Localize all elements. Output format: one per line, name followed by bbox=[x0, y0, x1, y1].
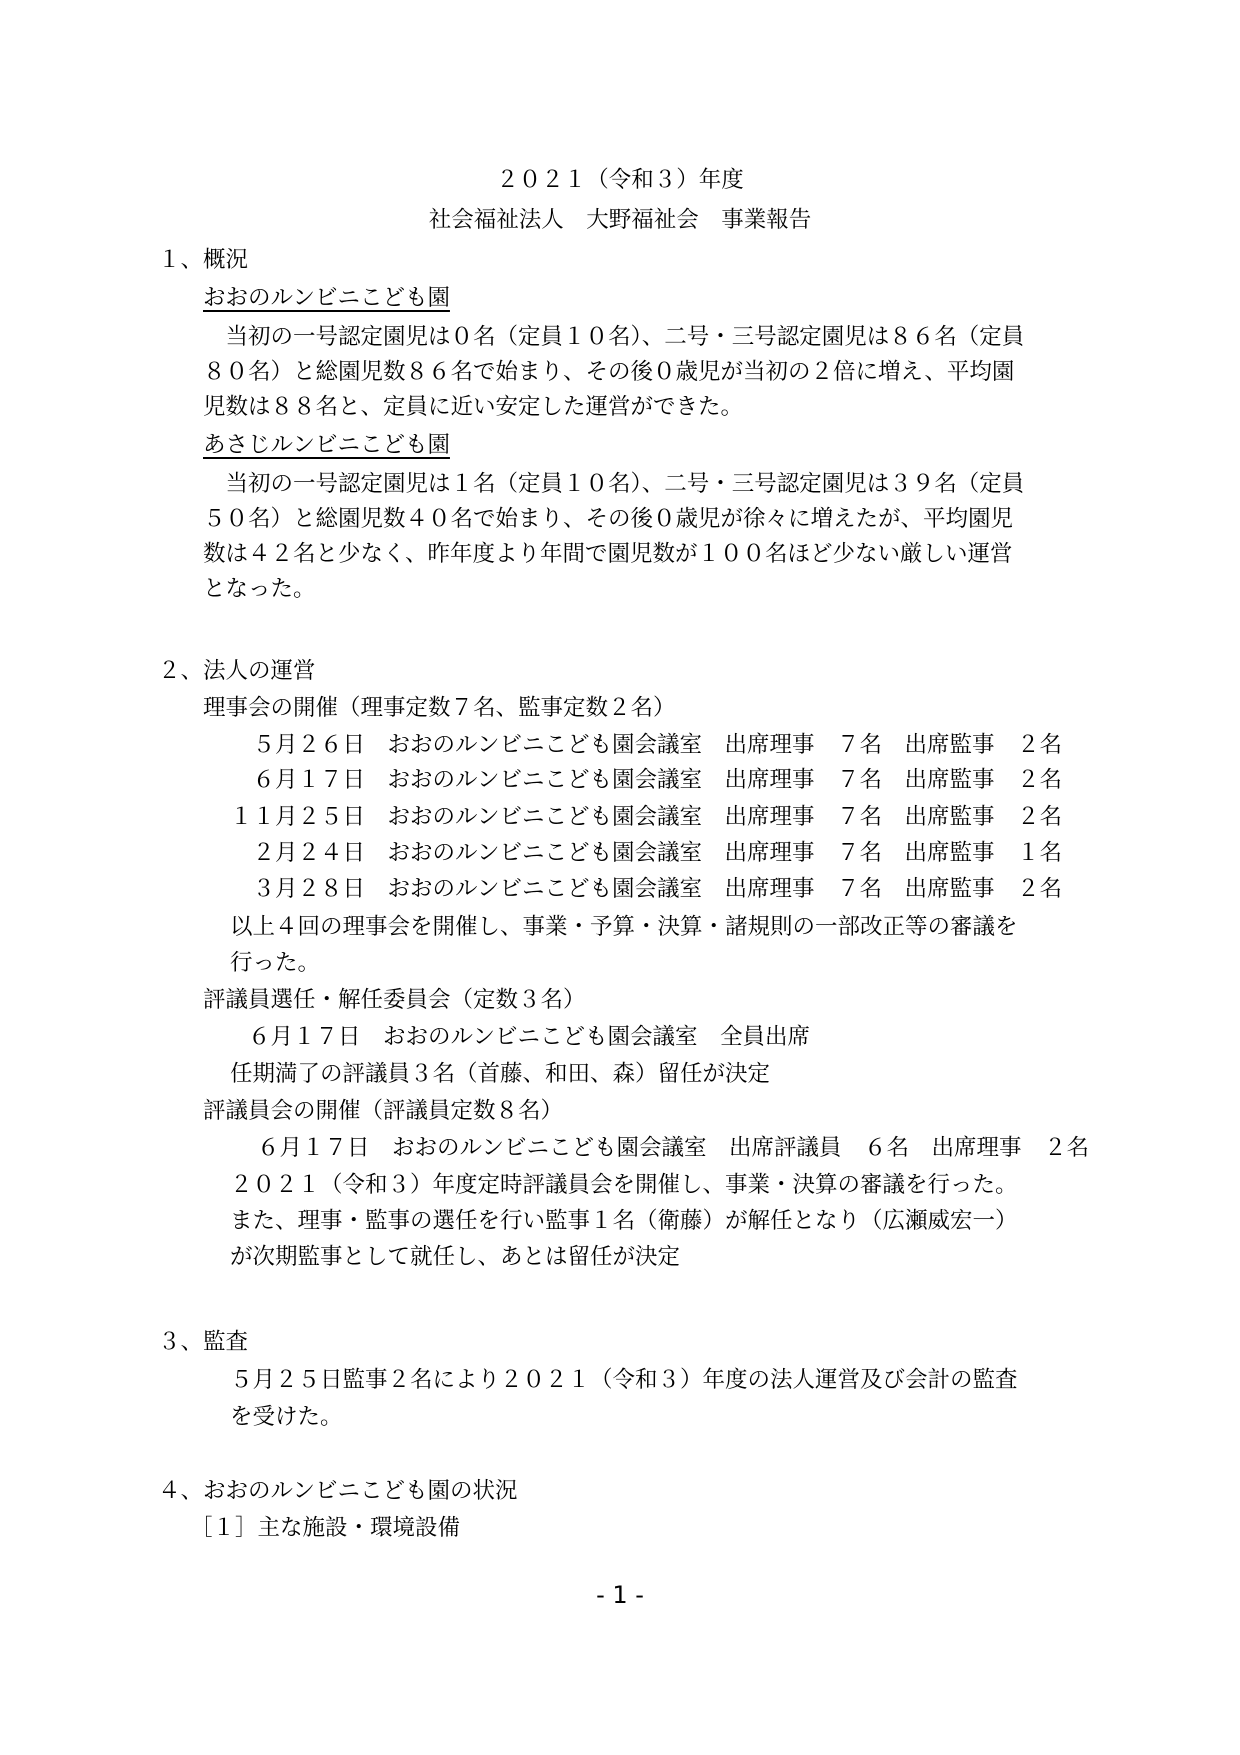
audit-text-line-1: ５月２５日監事２名により２０２１（令和３）年度の法人運営及び会計の監査 bbox=[230, 1367, 1018, 1393]
ono-paragraph-line-2: ８０名）と総園児数８６名で始まり、その後０歳児が当初の２倍に増え、平均園 bbox=[203, 359, 1015, 385]
board-meeting-row: ３月２８日 おおのルンビニこども園会議室 出席理事 ７名 出席監事 ２名 bbox=[230, 876, 1062, 902]
section-4-subheading: ［１］主な施設・環境設備 bbox=[190, 1515, 461, 1541]
council-text-line-3: が次期監事として就任し、あとは留任が決定 bbox=[230, 1244, 681, 1270]
ono-paragraph-line-1: 当初の一号認定園児は０名（定員１０名）、二号・三号認定園児は８６名（定員 bbox=[203, 324, 1025, 350]
ono-paragraph-line-3: 児数は８８名と、定員に近い安定した運営ができた。 bbox=[203, 394, 744, 420]
selection-committee-meeting: ６月１７日 おおのルンビニこども園会議室 全員出席 bbox=[248, 1024, 810, 1050]
asaji-paragraph-line-1: 当初の一号認定園児は１名（定員１０名）、二号・三号認定園児は３９名（定員 bbox=[203, 471, 1025, 497]
board-meeting-row: ２月２４日 おおのルンビニこども園会議室 出席理事 ７名 出席監事 １名 bbox=[230, 840, 1062, 866]
ono-kindergarten-heading: おおのルンビニこども園 bbox=[203, 285, 450, 311]
audit-text-line-2: を受けた。 bbox=[230, 1404, 343, 1430]
section-1-heading: １、概況 bbox=[158, 247, 249, 273]
board-meeting-row: ５月２６日 おおのルンビニこども園会議室 出席理事 ７名 出席監事 ２名 bbox=[230, 732, 1062, 758]
board-summary-line-2: 行った。 bbox=[230, 950, 321, 976]
board-meeting-row: ６月１７日 おおのルンビニこども園会議室 出席理事 ７名 出席監事 ２名 bbox=[230, 767, 1062, 793]
board-meeting-row: １１月２５日 おおのルンビニこども園会議室 出席理事 ７名 出席監事 ２名 bbox=[230, 804, 1062, 830]
asaji-kindergarten-heading: あさじルンビニこども園 bbox=[203, 432, 450, 458]
council-meeting-heading: 評議員会の開催（評議員定数８名） bbox=[203, 1098, 564, 1124]
council-text-line-1: ２０２１（令和３）年度定時評議員会を開催し、事業・決算の審議を行った。 bbox=[230, 1172, 1018, 1198]
asaji-paragraph-line-2: ５０名）と総園児数４０名で始まり、その後０歳児が徐々に増えたが、平均園児 bbox=[203, 506, 1014, 532]
section-3-heading: ３、監査 bbox=[158, 1329, 249, 1355]
board-meeting-heading: 理事会の開催（理事定数７名、監事定数２名） bbox=[203, 695, 676, 721]
section-2-heading: ２、法人の運営 bbox=[158, 658, 316, 684]
council-text-line-2: また、理事・監事の選任を行い監事１名（衛藤）が解任となり（広瀬威宏一） bbox=[230, 1208, 1018, 1234]
title-line-1: ２０２１（令和３）年度 bbox=[496, 167, 744, 193]
council-meeting-row: ６月１７日 おおのルンビニこども園会議室 出席評議員 ６名 出席理事 ２名 bbox=[257, 1135, 1089, 1161]
page-number: - 1 - bbox=[596, 1581, 644, 1609]
selection-committee-result: 任期満了の評議員３名（首藤、和田、森）留任が決定 bbox=[230, 1061, 771, 1087]
selection-committee-heading: 評議員選任・解任委員会（定数３名） bbox=[203, 987, 586, 1013]
asaji-paragraph-line-3: 数は４２名と少なく、昨年度より年間で園児数が１００名ほど少ない厳しい運営 bbox=[203, 541, 1013, 567]
board-summary-line-1: 以上４回の理事会を開催し、事業・予算・決算・諸規則の一部改正等の審議を bbox=[230, 914, 1018, 940]
title-line-2: 社会福祉法人 大野福祉会 事業報告 bbox=[428, 207, 812, 233]
section-4-heading: ４、おおのルンビニこども園の状況 bbox=[158, 1478, 518, 1504]
asaji-paragraph-line-4: となった。 bbox=[203, 576, 316, 602]
